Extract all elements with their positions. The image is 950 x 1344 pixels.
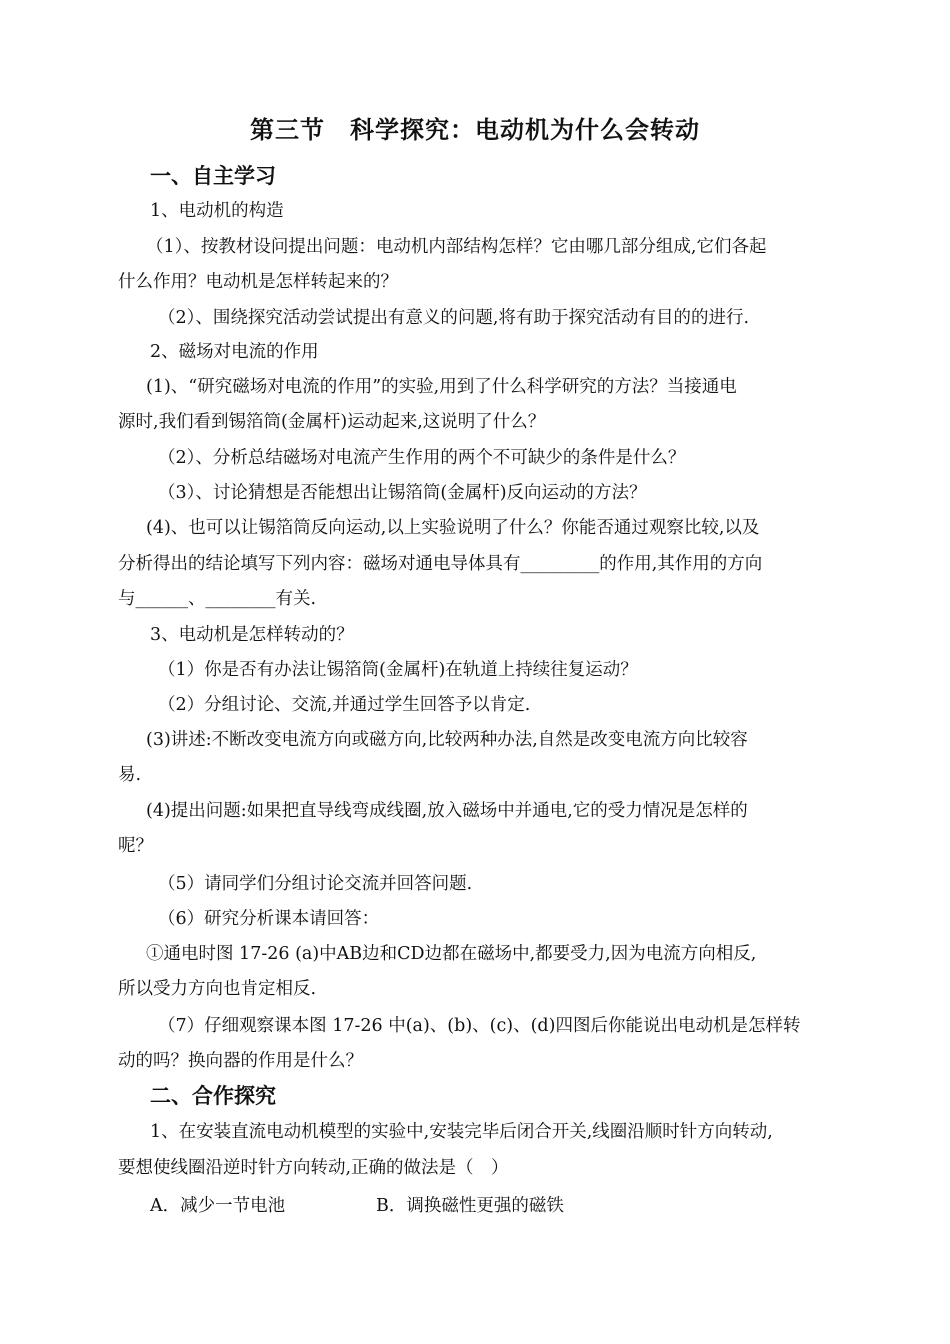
paragraph-line: 要想使线圈沿逆时针方向转动,正确的做法是（ ） bbox=[118, 1158, 509, 1178]
paragraph-line: （2）分组讨论、交流,并通过学生回答予以肯定. bbox=[158, 695, 531, 715]
paragraph-line: 与______、________有关. bbox=[118, 589, 317, 609]
paragraph-line: （5）请同学们分组讨论交流并回答问题. bbox=[158, 874, 473, 894]
paragraph-line: （3）、讨论猜想是否能想出让锡箔筒(金属杆)反向运动的方法？ bbox=[158, 483, 647, 503]
paragraph-line: （2）、围绕探究活动尝试提出有意义的问题,将有助于探究活动有目的的进行. bbox=[158, 308, 750, 328]
paragraph-line: (1)、“研究磁场对电流的作用”的实验,用到了什么科学研究的方法？当接通电 bbox=[146, 377, 737, 397]
paragraph-line: 所以受力方向也肯定相反. bbox=[118, 979, 317, 999]
paragraph-line: 源时,我们看到锡箔筒(金属杆)运动起来,这说明了什么？ bbox=[118, 412, 546, 432]
paragraph-line: （1）、按教材设问提出问题：电动机内部结构怎样？它由哪几部分组成,它们各起 bbox=[146, 237, 767, 257]
paragraph-line: (3)讲述:不断改变电流方向或磁方向,比较两种办法,自然是改变电流方向比较容 bbox=[146, 730, 748, 750]
item-motor-structure-title: 1、电动机的构造 bbox=[150, 201, 284, 221]
paragraph-line: 分析得出的结论填写下列内容：磁场对通电导体具有_________的作用,其作用的方向 bbox=[118, 554, 763, 574]
page-title: 第三节 科学探究：电动机为什么会转动 bbox=[250, 115, 700, 144]
paragraph-line: 易. bbox=[118, 765, 142, 785]
paragraph-line: 什么作用？电动机是怎样转起来的？ bbox=[118, 272, 398, 292]
paragraph-line: 动的吗？换向器的作用是什么？ bbox=[118, 1051, 363, 1071]
option-a: A．减少一节电池 bbox=[150, 1196, 286, 1216]
section-heading-self-study: 一、自主学习 bbox=[150, 164, 276, 188]
paragraph-line: （6）研究分析课本请回答： bbox=[158, 909, 380, 929]
section-heading-cooperation: 二、合作探究 bbox=[150, 1084, 276, 1108]
paragraph-line: (4)提出问题:如果把直导线弯成线圈,放入磁场中并通电,它的受力情况是怎样的 bbox=[146, 801, 748, 821]
paragraph-line: （2）、分析总结磁场对电流产生作用的两个不可缺少的条件是什么？ bbox=[158, 448, 686, 468]
paragraph-line: 1、在安装直流电动机模型的实验中,安装完毕后闭合开关,线圈沿顺时针方向转动, bbox=[150, 1122, 773, 1142]
item-motor-rotation-title: 3、电动机是怎样转动的？ bbox=[150, 625, 354, 645]
paragraph-line: (4)、也可以让锡箔筒反向运动,以上实验说明了什么？你能否通过观察比较,以及 bbox=[146, 518, 760, 538]
option-b: B．调换磁性更强的磁铁 bbox=[376, 1196, 564, 1216]
paragraph-line: ①通电时图 17-26 (a)中AB边和CD边都在磁场中,都要受力,因为电流方向相反, bbox=[146, 944, 757, 964]
paragraph-line: （7）仔细观察课本图 17-26 中(a)、(b)、(c)、(d)四图后你能说出电动机是怎样转 bbox=[158, 1016, 801, 1036]
item-magnetic-force-title: 2、磁场对电流的作用 bbox=[150, 342, 319, 362]
paragraph-line: 呢？ bbox=[118, 836, 153, 856]
paragraph-line: （1）你是否有办法让锡箔筒(金属杆)在轨道上持续往复运动？ bbox=[158, 660, 638, 680]
